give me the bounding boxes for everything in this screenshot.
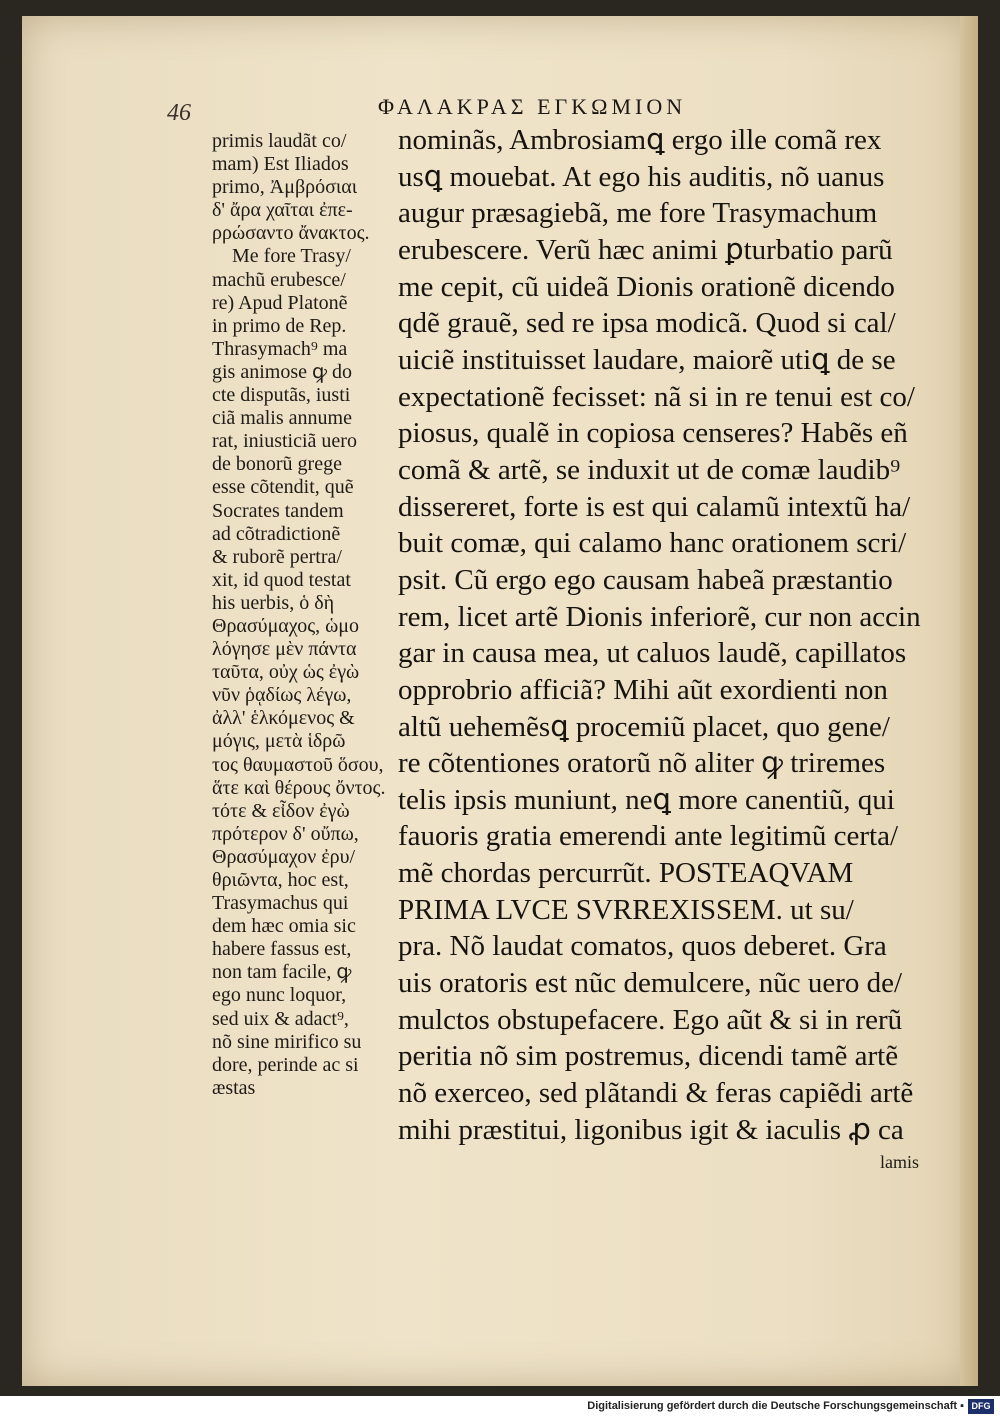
gloss-line: ἀλλ' ἑλκόμενος &	[212, 707, 355, 730]
gloss-line: de bonorũ grege	[212, 453, 342, 476]
catchword: lamis	[880, 1152, 919, 1172]
text-line: psit. Cũ ergo ego causam habeã præstantio	[398, 563, 893, 596]
text-line: PRIMA LVCE SVRREXISSEM. ut su/	[398, 893, 854, 926]
page-number: 46	[167, 100, 191, 126]
footer-credit: Digitalisierung gefördert durch die Deutsche Forschungsgemeinschaft ▪	[587, 1400, 964, 1412]
gloss-line: θριῶντα, hoc est,	[212, 869, 349, 891]
gloss-line: machũ erubesce/	[212, 268, 346, 291]
gloss-line: Θρασύμαχον ἐρυ/	[212, 845, 356, 868]
text-line: telis ipsis muniunt, neꝗ more canentiũ, qui	[398, 783, 895, 816]
dfg-logo: DFG	[968, 1399, 994, 1414]
text-line: pra. Nõ laudat comatos, quos deberet. Gra	[398, 930, 887, 963]
main-text-block	[398, 122, 938, 1148]
gloss-line: τότε & εἶδον ἐγὼ	[212, 799, 350, 822]
gloss-line: sed uix & adact⁹,	[212, 1007, 349, 1030]
text-line: peritia nõ sim postremus, dicendi tamẽ artẽ	[398, 1040, 899, 1073]
gloss-line: re) Apud Platonẽ	[212, 291, 348, 314]
text-line: nõ exerceo, sed plãtandi & feras capiẽdi artẽ	[398, 1077, 914, 1110]
gloss-line: non tam facile, ꝙ	[212, 961, 352, 984]
gloss-line: & ruborẽ pertra/	[212, 545, 342, 568]
gloss-line: ego nunc loquor,	[212, 984, 347, 1007]
gloss-line: mam) Est Iliados	[212, 153, 349, 176]
gloss-line: λόγησε μὲν πάντα	[212, 638, 357, 661]
gloss-line: μόγις, μετὰ ἱδρῶ	[212, 730, 346, 753]
text-line: me cepit, cũ uideã Dionis orationẽ dicendo	[398, 270, 895, 303]
text-line: re cõtentiones oratorũ nõ aliter ꝙ triremes	[398, 747, 886, 780]
gloss-line: Socrates tandem	[212, 499, 344, 522]
gloss-line: ad cõtradictionẽ	[212, 522, 341, 545]
gloss-line: æstas	[212, 1076, 256, 1099]
text-line: uiciẽ instituisset laudare, maiorẽ utiꝗ de se	[398, 343, 896, 376]
gloss-line: esse cõtendit, quẽ	[212, 476, 354, 499]
gloss-line: primis laudãt co/	[212, 130, 347, 152]
gloss-line: dem hæc omia sic	[212, 915, 356, 938]
gloss-line: νῦν ῥᾳδίως λέγω,	[212, 684, 352, 707]
gloss-line: primo, Ἀμβρόσιαι	[212, 176, 358, 199]
gloss-line: cte disputãs, iusti	[212, 384, 351, 407]
running-head: ΦΑΛΑΚΡΑΣ ΕΓΚΩΜΙΟΝ	[378, 94, 687, 119]
text-line: qdẽ grauẽ, sed re ipsa modicã. Quod si cal/	[398, 307, 896, 340]
text-line: mihi præstitui, ligonibus igit & iaculis ꝓ ca	[398, 1113, 904, 1146]
text-line: erubescere. Verũ hæc animi ꝑturbatio parũ	[398, 233, 893, 266]
gloss-line: ciã malis annume	[212, 407, 352, 430]
text-line: comã & artẽ, se induxit ut de comæ laudib⁹	[398, 453, 901, 486]
marginal-gloss	[212, 130, 412, 1100]
gloss-line: his uerbis, ὁ δὴ	[212, 591, 335, 614]
text-line: gar in causa mea, ut caluos laudẽ, capillatos	[398, 637, 907, 670]
gloss-line: Thrasymach⁹ ma	[212, 337, 348, 360]
gloss-line: habere fassus est,	[212, 938, 352, 961]
gloss-line: ταῦτα, οὐχ ὡς ἐγὼ	[212, 661, 360, 684]
text-line: mẽ chordas percurrũt. POSTEAQVAM	[398, 857, 854, 890]
gloss-line: πρότερον δ' οὔπω,	[212, 822, 359, 845]
text-line: opprobrio afficiã? Mihi aũt exordienti non	[398, 673, 888, 706]
gloss-line: τος θαυμαστοῦ ὅσου,	[212, 753, 384, 776]
gloss-line: ρρώσαντο ἄνακτος.	[212, 222, 370, 245]
text-line: nominãs, Ambrosiamꝗ ergo ille comã rex	[398, 124, 882, 156]
text-line: piosus, qualẽ in copiosa censeres? Habẽs eñ	[398, 417, 908, 450]
page-edge	[960, 16, 978, 1386]
gloss-line: Me fore Trasy/	[232, 245, 351, 268]
text-line: augur præsagiebã, me fore Trasymachum	[398, 197, 878, 230]
gloss-line: δ' ἄρα χαῖται ἐπε-	[212, 199, 353, 222]
text-line: expectationẽ fecisset: nã si in re tenui est co/	[398, 380, 915, 413]
text-line: usꝗ mouebat. At ego his auditis, nõ uanus	[398, 160, 885, 193]
gloss-line: ἅτε καὶ θέρους ὄντος.	[212, 776, 386, 799]
text-line: dissereret, forte is est qui calamũ intextũ ha/	[398, 490, 911, 523]
gloss-line: Θρασύμαχος, ὡμο	[212, 614, 360, 637]
text-line: buit comæ, qui calamo hanc orationem scri/	[398, 527, 907, 560]
text-line: uis oratoris est nũc demulcere, nũc uero de/	[398, 967, 903, 1000]
text-line: fauoris gratia emerendi ante legitimũ certa/	[398, 820, 899, 853]
text-line: mulctos obstupefacere. Ego aũt & si in rerũ	[398, 1003, 903, 1036]
gloss-line: dore, perinde ac si	[212, 1053, 359, 1076]
gloss-line: gis animose ꝙ do	[212, 360, 353, 383]
gloss-line: in primo de Rep.	[212, 314, 347, 337]
gloss-line: xit, id quod testat	[212, 568, 351, 591]
text-line: altũ uehemẽsꝗ procemiũ placet, quo gene/	[398, 710, 890, 743]
gloss-line: rat, iniusticiã uero	[212, 430, 357, 453]
gloss-line: nõ sine mirifico su	[212, 1030, 362, 1053]
gloss-line: Trasymachus qui	[212, 892, 349, 915]
text-line: rem, licet artẽ Dionis inferiorẽ, cur non accin	[398, 600, 921, 633]
